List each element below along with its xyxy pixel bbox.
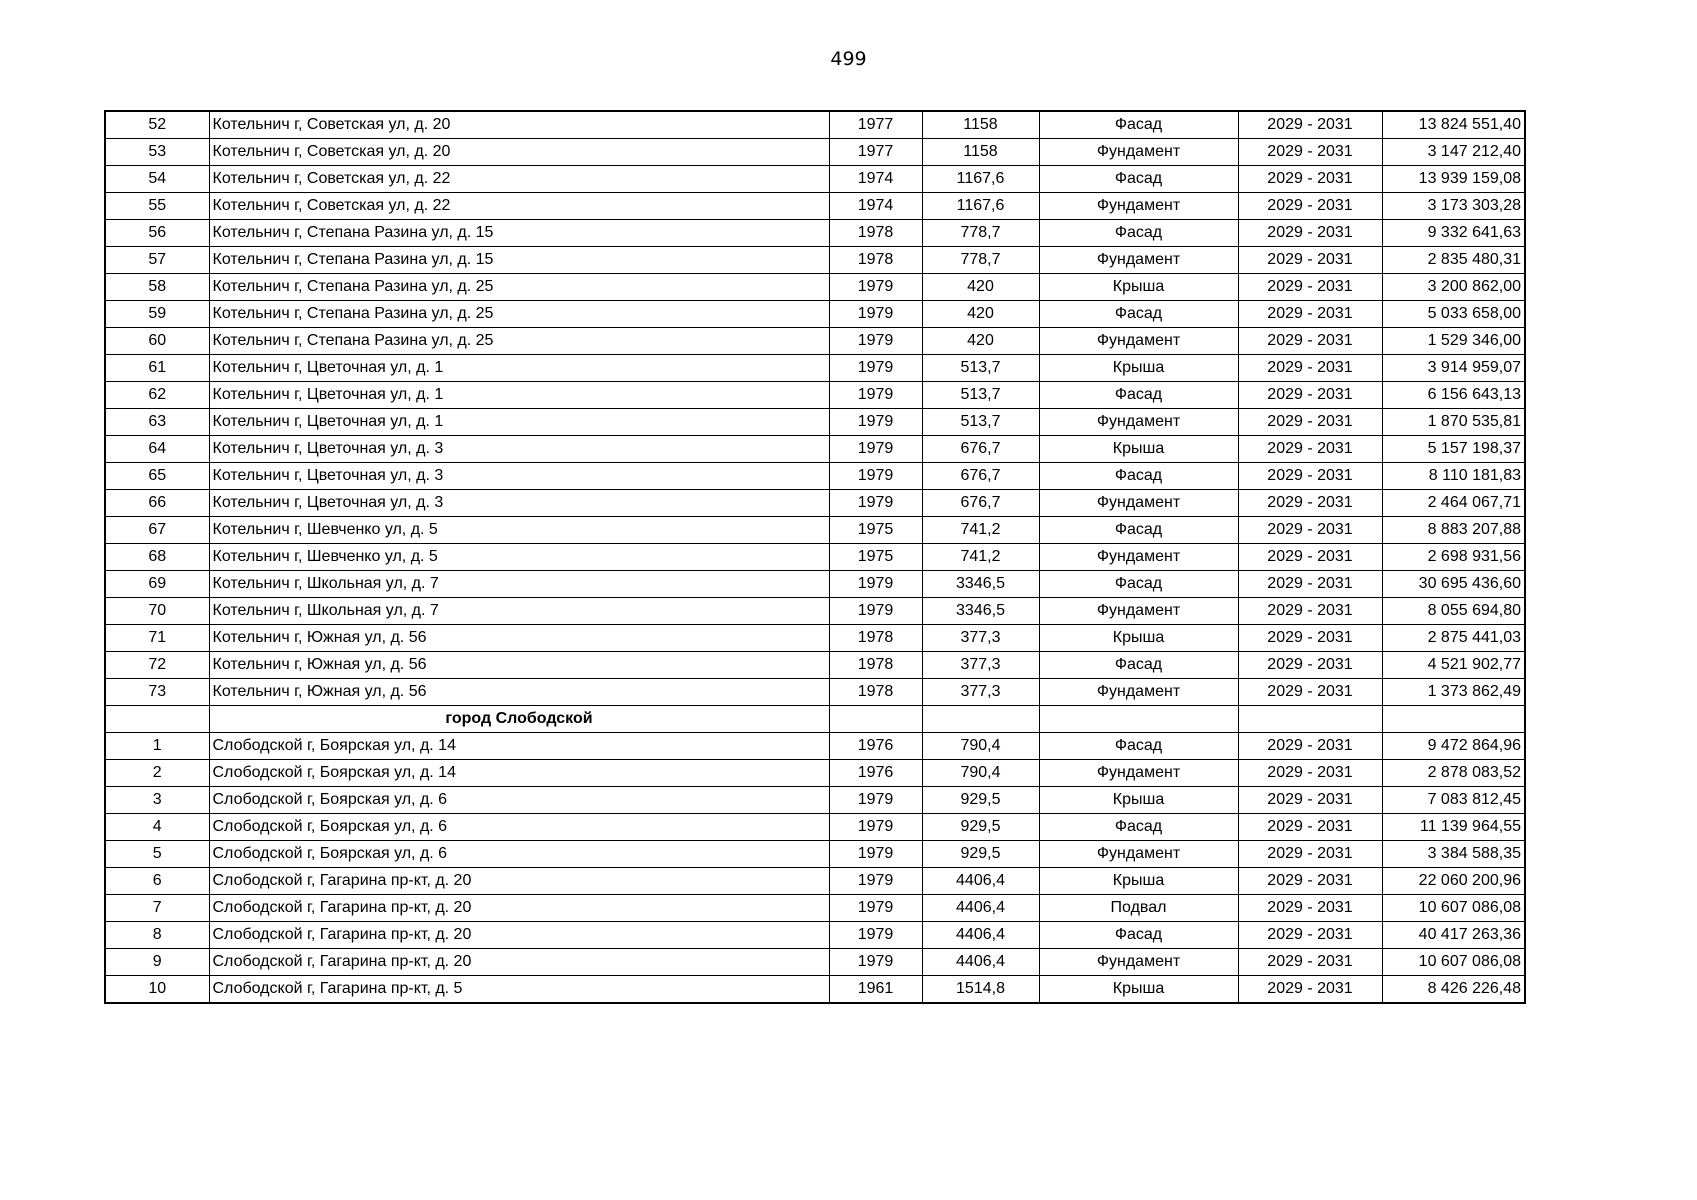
address-cell: Котельнич г, Цветочная ул, д. 3 [209, 463, 829, 490]
row-number-cell: 8 [105, 922, 209, 949]
row-number-cell: 70 [105, 598, 209, 625]
work-type-cell: Фундамент [1039, 139, 1238, 166]
cost-cell: 2 875 441,03 [1382, 625, 1525, 652]
period-cell: 2029 - 2031 [1238, 922, 1382, 949]
table-body [105, 111, 1525, 1003]
area-cell: 513,7 [922, 355, 1039, 382]
row-number-cell: 66 [105, 490, 209, 517]
work-type-cell: Фасад [1039, 220, 1238, 247]
cost-cell: 1 870 535,81 [1382, 409, 1525, 436]
period-cell: 2029 - 2031 [1238, 328, 1382, 355]
area-cell: 4406,4 [922, 895, 1039, 922]
build-year-cell: 1978 [829, 625, 922, 652]
period-cell: 2029 - 2031 [1238, 139, 1382, 166]
build-year-cell: 1979 [829, 490, 922, 517]
row-number-cell: 5 [105, 841, 209, 868]
cost-cell: 1 529 346,00 [1382, 328, 1525, 355]
row-number-cell: 58 [105, 274, 209, 301]
cost-cell: 10 607 086,08 [1382, 895, 1525, 922]
area-cell: 4406,4 [922, 868, 1039, 895]
work-type-cell: Фасад [1039, 733, 1238, 760]
table-row [105, 247, 1525, 274]
build-year-cell: 1979 [829, 382, 922, 409]
row-number-cell: 9 [105, 949, 209, 976]
area-cell: 778,7 [922, 220, 1039, 247]
build-year-cell: 1977 [829, 111, 922, 139]
area-cell: 778,7 [922, 247, 1039, 274]
cost-cell: 13 939 159,08 [1382, 166, 1525, 193]
work-type-cell: Фундамент [1039, 193, 1238, 220]
area-cell: 1158 [922, 111, 1039, 139]
area-cell: 1158 [922, 139, 1039, 166]
table-row [105, 652, 1525, 679]
page-number: 499 [830, 48, 867, 70]
row-number-cell: 63 [105, 409, 209, 436]
build-year-cell: 1979 [829, 274, 922, 301]
address-cell: Котельнич г, Советская ул, д. 22 [209, 166, 829, 193]
cost-cell: 2 698 931,56 [1382, 544, 1525, 571]
table-row [105, 976, 1525, 1004]
build-year-cell: 1976 [829, 733, 922, 760]
build-year-cell: 1975 [829, 544, 922, 571]
empty-cell [1039, 706, 1238, 733]
work-type-cell: Фасад [1039, 166, 1238, 193]
build-year-cell: 1979 [829, 571, 922, 598]
table-row [105, 274, 1525, 301]
area-cell: 420 [922, 328, 1039, 355]
address-cell: Котельнич г, Степана Разина ул, д. 15 [209, 220, 829, 247]
cost-cell: 9 472 864,96 [1382, 733, 1525, 760]
empty-cell [105, 706, 209, 733]
row-number-cell: 60 [105, 328, 209, 355]
cost-cell: 3 914 959,07 [1382, 355, 1525, 382]
address-cell: Слободской г, Боярская ул, д. 6 [209, 787, 829, 814]
address-cell: Котельнич г, Южная ул, д. 56 [209, 679, 829, 706]
work-type-cell: Фасад [1039, 301, 1238, 328]
cost-cell: 40 417 263,36 [1382, 922, 1525, 949]
area-cell: 790,4 [922, 733, 1039, 760]
cost-cell: 8 055 694,80 [1382, 598, 1525, 625]
area-cell: 377,3 [922, 625, 1039, 652]
table-row [105, 598, 1525, 625]
address-cell: Котельнич г, Шевченко ул, д. 5 [209, 517, 829, 544]
period-cell: 2029 - 2031 [1238, 571, 1382, 598]
work-type-cell: Фундамент [1039, 841, 1238, 868]
cost-cell: 9 332 641,63 [1382, 220, 1525, 247]
cost-cell: 5 033 658,00 [1382, 301, 1525, 328]
address-cell: Слободской г, Боярская ул, д. 6 [209, 841, 829, 868]
work-type-cell: Фундамент [1039, 598, 1238, 625]
table-row [105, 166, 1525, 193]
table-row [105, 463, 1525, 490]
row-number-cell: 10 [105, 976, 209, 1004]
row-number-cell: 3 [105, 787, 209, 814]
build-year-cell: 1978 [829, 220, 922, 247]
table-row [105, 814, 1525, 841]
table-row [105, 895, 1525, 922]
row-number-cell: 69 [105, 571, 209, 598]
table-row [105, 625, 1525, 652]
cost-cell: 30 695 436,60 [1382, 571, 1525, 598]
period-cell: 2029 - 2031 [1238, 517, 1382, 544]
period-cell: 2029 - 2031 [1238, 841, 1382, 868]
area-cell: 420 [922, 274, 1039, 301]
work-type-cell: Крыша [1039, 355, 1238, 382]
period-cell: 2029 - 2031 [1238, 193, 1382, 220]
work-type-cell: Фундамент [1039, 760, 1238, 787]
cost-cell: 10 607 086,08 [1382, 949, 1525, 976]
row-number-cell: 6 [105, 868, 209, 895]
area-cell: 676,7 [922, 463, 1039, 490]
build-year-cell: 1979 [829, 409, 922, 436]
build-year-cell: 1974 [829, 193, 922, 220]
work-type-cell: Крыша [1039, 274, 1238, 301]
row-number-cell: 55 [105, 193, 209, 220]
work-type-cell: Подвал [1039, 895, 1238, 922]
build-year-cell: 1979 [829, 328, 922, 355]
table-row [105, 733, 1525, 760]
period-cell: 2029 - 2031 [1238, 787, 1382, 814]
table-row [105, 490, 1525, 517]
row-number-cell: 57 [105, 247, 209, 274]
period-cell: 2029 - 2031 [1238, 463, 1382, 490]
table-row [105, 679, 1525, 706]
build-year-cell: 1978 [829, 652, 922, 679]
cost-cell: 5 157 198,37 [1382, 436, 1525, 463]
address-cell: Котельнич г, Цветочная ул, д. 1 [209, 355, 829, 382]
row-number-cell: 67 [105, 517, 209, 544]
section-title: город Слободской [209, 706, 829, 733]
table-row [105, 301, 1525, 328]
address-cell: Слободской г, Гагарина пр-кт, д. 20 [209, 922, 829, 949]
empty-cell [1238, 706, 1382, 733]
table-row [105, 382, 1525, 409]
address-cell: Котельнич г, Южная ул, д. 56 [209, 625, 829, 652]
row-number-cell: 65 [105, 463, 209, 490]
table-row [105, 787, 1525, 814]
table-row [105, 949, 1525, 976]
area-cell: 1167,6 [922, 166, 1039, 193]
work-type-cell: Крыша [1039, 976, 1238, 1004]
area-cell: 513,7 [922, 409, 1039, 436]
period-cell: 2029 - 2031 [1238, 895, 1382, 922]
table-row [105, 841, 1525, 868]
period-cell: 2029 - 2031 [1238, 382, 1382, 409]
work-type-cell: Крыша [1039, 625, 1238, 652]
area-cell: 676,7 [922, 436, 1039, 463]
cost-cell: 13 824 551,40 [1382, 111, 1525, 139]
work-type-cell: Фасад [1039, 517, 1238, 544]
period-cell: 2029 - 2031 [1238, 733, 1382, 760]
work-type-cell: Фасад [1039, 111, 1238, 139]
build-year-cell: 1974 [829, 166, 922, 193]
build-year-cell: 1979 [829, 841, 922, 868]
row-number-cell: 1 [105, 733, 209, 760]
address-cell: Котельнич г, Советская ул, д. 20 [209, 139, 829, 166]
table-row [105, 220, 1525, 247]
area-cell: 741,2 [922, 544, 1039, 571]
table-row [105, 922, 1525, 949]
area-cell: 420 [922, 301, 1039, 328]
address-cell: Котельнич г, Советская ул, д. 20 [209, 111, 829, 139]
address-cell: Слободской г, Гагарина пр-кт, д. 5 [209, 976, 829, 1004]
cost-cell: 3 173 303,28 [1382, 193, 1525, 220]
address-cell: Котельнич г, Цветочная ул, д. 3 [209, 436, 829, 463]
section-header-row [105, 706, 1525, 733]
address-cell: Котельнич г, Степана Разина ул, д. 25 [209, 328, 829, 355]
work-type-cell: Фундамент [1039, 247, 1238, 274]
area-cell: 929,5 [922, 841, 1039, 868]
row-number-cell: 71 [105, 625, 209, 652]
period-cell: 2029 - 2031 [1238, 760, 1382, 787]
period-cell: 2029 - 2031 [1238, 976, 1382, 1004]
row-number-cell: 53 [105, 139, 209, 166]
period-cell: 2029 - 2031 [1238, 111, 1382, 139]
row-number-cell: 2 [105, 760, 209, 787]
cost-cell: 3 200 862,00 [1382, 274, 1525, 301]
build-year-cell: 1979 [829, 301, 922, 328]
work-type-cell: Фасад [1039, 814, 1238, 841]
period-cell: 2029 - 2031 [1238, 625, 1382, 652]
table-row [105, 193, 1525, 220]
period-cell: 2029 - 2031 [1238, 409, 1382, 436]
address-cell: Котельнич г, Цветочная ул, д. 1 [209, 382, 829, 409]
row-number-cell: 52 [105, 111, 209, 139]
period-cell: 2029 - 2031 [1238, 598, 1382, 625]
repair-schedule-table [104, 110, 1526, 1004]
row-number-cell: 59 [105, 301, 209, 328]
work-type-cell: Крыша [1039, 868, 1238, 895]
area-cell: 741,2 [922, 517, 1039, 544]
period-cell: 2029 - 2031 [1238, 220, 1382, 247]
cost-cell: 6 156 643,13 [1382, 382, 1525, 409]
row-number-cell: 72 [105, 652, 209, 679]
work-type-cell: Фундамент [1039, 949, 1238, 976]
address-cell: Котельнич г, Степана Разина ул, д. 25 [209, 274, 829, 301]
address-cell: Слободской г, Боярская ул, д. 14 [209, 733, 829, 760]
period-cell: 2029 - 2031 [1238, 301, 1382, 328]
row-number-cell: 4 [105, 814, 209, 841]
area-cell: 3346,5 [922, 571, 1039, 598]
cost-cell: 1 373 862,49 [1382, 679, 1525, 706]
table-row [105, 111, 1525, 139]
work-type-cell: Фундамент [1039, 544, 1238, 571]
address-cell: Котельнич г, Советская ул, д. 22 [209, 193, 829, 220]
address-cell: Котельнич г, Школьная ул, д. 7 [209, 571, 829, 598]
area-cell: 4406,4 [922, 922, 1039, 949]
build-year-cell: 1979 [829, 463, 922, 490]
address-cell: Котельнич г, Степана Разина ул, д. 25 [209, 301, 829, 328]
work-type-cell: Фасад [1039, 463, 1238, 490]
period-cell: 2029 - 2031 [1238, 247, 1382, 274]
period-cell: 2029 - 2031 [1238, 355, 1382, 382]
build-year-cell: 1979 [829, 814, 922, 841]
address-cell: Котельнич г, Школьная ул, д. 7 [209, 598, 829, 625]
build-year-cell: 1979 [829, 868, 922, 895]
table-row [105, 436, 1525, 463]
table-row [105, 328, 1525, 355]
period-cell: 2029 - 2031 [1238, 166, 1382, 193]
build-year-cell: 1979 [829, 922, 922, 949]
build-year-cell: 1979 [829, 949, 922, 976]
address-cell: Котельнич г, Шевченко ул, д. 5 [209, 544, 829, 571]
empty-cell [922, 706, 1039, 733]
work-type-cell: Крыша [1039, 787, 1238, 814]
row-number-cell: 61 [105, 355, 209, 382]
address-cell: Котельнич г, Степана Разина ул, д. 15 [209, 247, 829, 274]
table-row [105, 571, 1525, 598]
cost-cell: 8 883 207,88 [1382, 517, 1525, 544]
row-number-cell: 68 [105, 544, 209, 571]
cost-cell: 2 835 480,31 [1382, 247, 1525, 274]
period-cell: 2029 - 2031 [1238, 544, 1382, 571]
build-year-cell: 1975 [829, 517, 922, 544]
build-year-cell: 1961 [829, 976, 922, 1004]
build-year-cell: 1979 [829, 895, 922, 922]
area-cell: 3346,5 [922, 598, 1039, 625]
address-cell: Слободской г, Гагарина пр-кт, д. 20 [209, 895, 829, 922]
period-cell: 2029 - 2031 [1238, 436, 1382, 463]
cost-cell: 22 060 200,96 [1382, 868, 1525, 895]
table-row [105, 760, 1525, 787]
work-type-cell: Фундамент [1039, 490, 1238, 517]
cost-cell: 4 521 902,77 [1382, 652, 1525, 679]
table-row [105, 517, 1525, 544]
row-number-cell: 62 [105, 382, 209, 409]
cost-cell: 7 083 812,45 [1382, 787, 1525, 814]
row-number-cell: 64 [105, 436, 209, 463]
address-cell: Котельнич г, Южная ул, д. 56 [209, 652, 829, 679]
build-year-cell: 1978 [829, 679, 922, 706]
area-cell: 790,4 [922, 760, 1039, 787]
row-number-cell: 54 [105, 166, 209, 193]
work-type-cell: Фасад [1039, 652, 1238, 679]
period-cell: 2029 - 2031 [1238, 949, 1382, 976]
build-year-cell: 1979 [829, 436, 922, 463]
cost-cell: 8 426 226,48 [1382, 976, 1525, 1004]
address-cell: Слободской г, Боярская ул, д. 14 [209, 760, 829, 787]
area-cell: 377,3 [922, 652, 1039, 679]
build-year-cell: 1979 [829, 787, 922, 814]
period-cell: 2029 - 2031 [1238, 652, 1382, 679]
cost-cell: 3 147 212,40 [1382, 139, 1525, 166]
period-cell: 2029 - 2031 [1238, 490, 1382, 517]
table-row [105, 139, 1525, 166]
row-number-cell: 56 [105, 220, 209, 247]
cost-cell: 2 464 067,71 [1382, 490, 1525, 517]
empty-cell [829, 706, 922, 733]
area-cell: 929,5 [922, 814, 1039, 841]
work-type-cell: Фасад [1039, 922, 1238, 949]
cost-cell: 11 139 964,55 [1382, 814, 1525, 841]
table-row [105, 868, 1525, 895]
area-cell: 676,7 [922, 490, 1039, 517]
table-row [105, 544, 1525, 571]
table-row [105, 355, 1525, 382]
period-cell: 2029 - 2031 [1238, 868, 1382, 895]
work-type-cell: Фундамент [1039, 679, 1238, 706]
work-type-cell: Фасад [1039, 571, 1238, 598]
area-cell: 513,7 [922, 382, 1039, 409]
row-number-cell: 7 [105, 895, 209, 922]
work-type-cell: Крыша [1039, 436, 1238, 463]
build-year-cell: 1979 [829, 598, 922, 625]
period-cell: 2029 - 2031 [1238, 679, 1382, 706]
area-cell: 929,5 [922, 787, 1039, 814]
row-number-cell: 73 [105, 679, 209, 706]
build-year-cell: 1978 [829, 247, 922, 274]
empty-cell [1382, 706, 1525, 733]
area-cell: 377,3 [922, 679, 1039, 706]
period-cell: 2029 - 2031 [1238, 814, 1382, 841]
work-type-cell: Фасад [1039, 382, 1238, 409]
table-row [105, 409, 1525, 436]
area-cell: 4406,4 [922, 949, 1039, 976]
address-cell: Слободской г, Гагарина пр-кт, д. 20 [209, 868, 829, 895]
cost-cell: 8 110 181,83 [1382, 463, 1525, 490]
area-cell: 1167,6 [922, 193, 1039, 220]
address-cell: Котельнич г, Цветочная ул, д. 3 [209, 490, 829, 517]
build-year-cell: 1979 [829, 355, 922, 382]
area-cell: 1514,8 [922, 976, 1039, 1004]
work-type-cell: Фундамент [1039, 409, 1238, 436]
cost-cell: 2 878 083,52 [1382, 760, 1525, 787]
build-year-cell: 1976 [829, 760, 922, 787]
work-type-cell: Фундамент [1039, 328, 1238, 355]
period-cell: 2029 - 2031 [1238, 274, 1382, 301]
address-cell: Слободской г, Гагарина пр-кт, д. 20 [209, 949, 829, 976]
address-cell: Котельнич г, Цветочная ул, д. 1 [209, 409, 829, 436]
address-cell: Слободской г, Боярская ул, д. 6 [209, 814, 829, 841]
build-year-cell: 1977 [829, 139, 922, 166]
cost-cell: 3 384 588,35 [1382, 841, 1525, 868]
